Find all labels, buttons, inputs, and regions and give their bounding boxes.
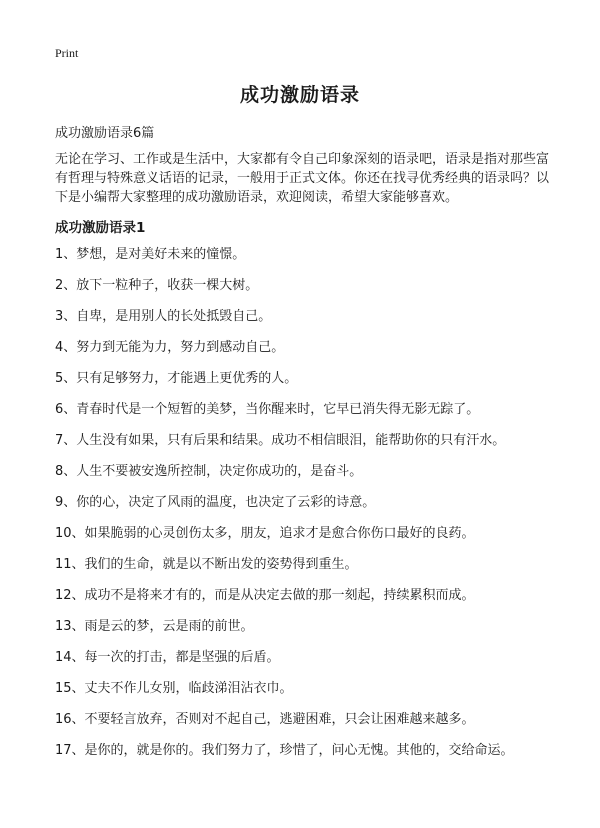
quote-item: 7、人生没有如果，只有后果和结果。成功不相信眼泪，能帮助你的只有汗水。: [55, 433, 506, 448]
quote-item: 4、努力到无能为力，努力到感动自己。: [55, 340, 285, 355]
quote-item: 17、是你的，就是你的。我们努力了，珍惜了，问心无愧。其他的，交给命运。: [55, 743, 514, 758]
quote-item: 16、不要轻言放弃，否则对不起自己，逃避困难，只会让困难越来越多。: [55, 712, 475, 727]
quote-item: 6、青春时代是一个短暂的美梦，当你醒来时，它早已消失得无影无踪了。: [55, 402, 480, 417]
quote-item: 3、自卑，是用别人的长处抵毁自己。: [55, 309, 272, 324]
section-heading: 成功激励语录1: [55, 220, 146, 236]
quote-list: [55, 246, 555, 773]
quote-item: 8、人生不要被安逸所控制，决定你成功的，是奋斗。: [55, 464, 363, 479]
quote-item: 1、梦想，是对美好未来的憧憬。: [55, 247, 246, 262]
quote-item: 11、我们的生命，就是以不断出发的姿势得到重生。: [55, 557, 358, 572]
quote-item: 14、每一次的打击，都是坚强的后盾。: [55, 650, 280, 665]
page-title: 成功激励语录: [239, 84, 360, 106]
quote-item: 13、雨是云的梦，云是雨的前世。: [55, 619, 254, 634]
quote-item: 2、放下一粒种子，收获一棵大树。: [55, 278, 259, 293]
quote-item: 5、只有足够努力，才能遇上更优秀的人。: [55, 371, 298, 386]
intro-paragraph: 无论在学习、工作或是生活中，大家都有令自己印象深刻的语录吧，语录是指对那些富有哲理与特殊意义话语的记录，一般用于正式文体。你还在找寻优秀经典的语录吗？以下是小编帮大家整理的成功激励语录，欢迎阅读，希望大家能够喜欢。: [55, 152, 550, 205]
quote-item: 10、如果脆弱的心灵创伤太多，朋友，追求才是愈合你伤口最好的良药。: [55, 526, 475, 541]
quote-item: 15、丈夫不作儿女别，临歧涕泪沾衣巾。: [55, 681, 293, 696]
print-link[interactable]: Print: [55, 46, 79, 60]
quote-item: 9、你的心，决定了风雨的温度，也决定了云彩的诗意。: [55, 495, 376, 510]
subtitle: 成功激励语录6篇: [55, 126, 155, 141]
quote-item: 12、成功不是将来才有的，而是从决定去做的那一刻起，持续累积而成。: [55, 588, 475, 603]
